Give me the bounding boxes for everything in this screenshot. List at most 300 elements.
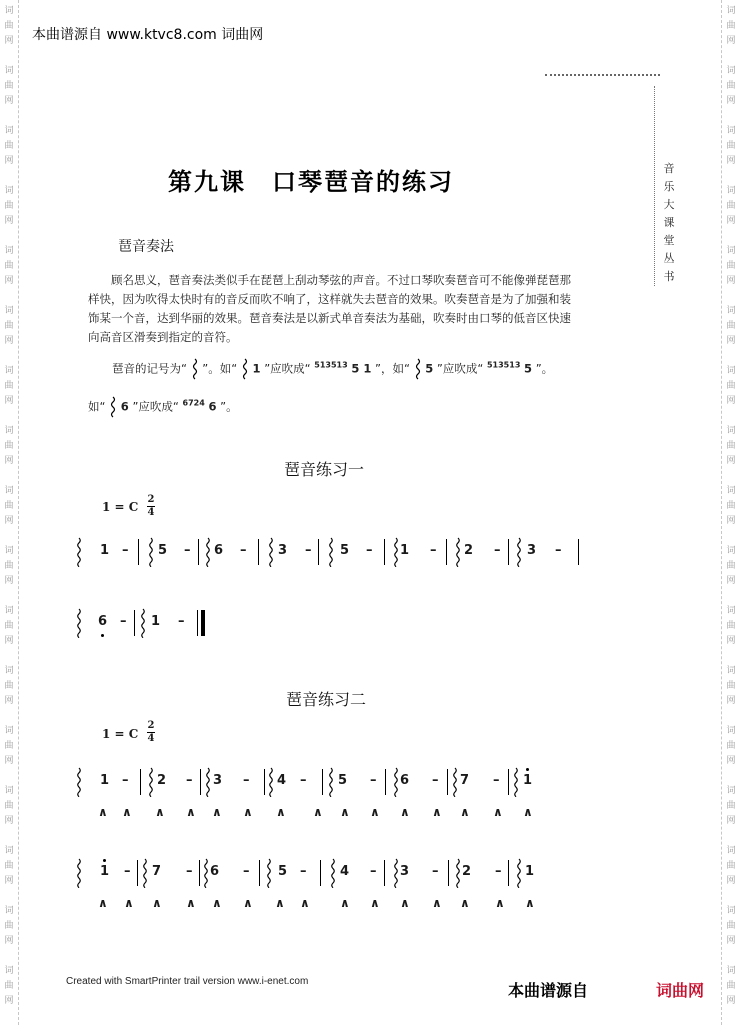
dash-extension: – — [178, 614, 185, 629]
notation-text: ”，如“ — [375, 361, 410, 376]
watermark-char: 网 — [726, 636, 736, 646]
series-char: 乐 — [663, 180, 675, 193]
arpeggio-sign-icon — [76, 537, 82, 567]
watermark-char: 词 — [726, 306, 736, 316]
barline — [198, 539, 199, 565]
accent-mark: ∧ — [432, 805, 442, 819]
accent-mark: ∧ — [400, 896, 410, 910]
barline — [200, 769, 201, 795]
arpeggio-sign-icon — [205, 767, 211, 797]
dash-extension: – — [430, 543, 437, 558]
accent-mark: ∧ — [340, 896, 350, 910]
example-note: 5 — [425, 361, 434, 376]
watermark-group — [4, 964, 13, 1009]
low-octave-dot — [101, 634, 104, 637]
exercise-1-time-signature — [147, 494, 155, 519]
arpeggio-sign-icon — [203, 858, 209, 888]
dash-extension: – — [240, 543, 247, 558]
high-octave-dot — [526, 768, 529, 771]
watermark-char: 曲 — [726, 861, 736, 871]
watermark-char: 词 — [726, 486, 736, 496]
watermark-char: 词 — [726, 426, 736, 436]
watermark-char: 曲 — [4, 681, 14, 691]
watermark-group — [4, 904, 13, 949]
watermark-group — [4, 244, 13, 289]
jianpu-note: 5 — [278, 864, 288, 879]
arpeggio-sign-icon — [148, 537, 154, 567]
arpeggio-sign-icon — [76, 767, 82, 797]
dash-extension: – — [184, 543, 191, 558]
watermark-char: 词 — [726, 666, 736, 676]
watermark-group — [726, 724, 735, 769]
watermark-group — [726, 124, 735, 169]
watermark-group — [4, 304, 13, 349]
dash-extension: – — [494, 543, 501, 558]
arpeggio-sign-icon — [328, 767, 334, 797]
series-divider — [654, 86, 655, 286]
footer-brand-site: 词曲网 — [656, 981, 705, 1000]
arpeggio-sign-icon — [455, 537, 461, 567]
watermark-char: 词 — [726, 6, 736, 16]
series-char: 音 — [663, 162, 675, 175]
watermark-char: 词 — [4, 126, 14, 136]
watermark-char: 曲 — [726, 501, 736, 511]
barline — [384, 539, 385, 565]
accent-mark: ∧ — [313, 805, 323, 819]
exercise-2-time-signature — [147, 720, 155, 745]
watermark-char: 词 — [4, 606, 14, 616]
watermark-group — [726, 304, 735, 349]
notation-text: ”。 — [535, 361, 554, 376]
watermark-char: 网 — [4, 696, 14, 706]
arpeggio-sign-icon — [142, 858, 148, 888]
barline — [137, 860, 138, 886]
watermark-group — [4, 364, 13, 409]
jianpu-note: 5 — [158, 543, 168, 558]
footer-created-note: Created with SmartPrinter trail version www.i-enet.com — [66, 976, 309, 987]
jianpu-note: 5 — [340, 543, 350, 558]
accent-mark: ∧ — [493, 805, 503, 819]
watermark-group — [726, 184, 735, 229]
watermark-char: 词 — [4, 846, 14, 856]
barline — [322, 769, 323, 795]
jianpu-note: 1 — [523, 773, 533, 788]
exercise-2-key: 1 = C — [102, 727, 139, 741]
accent-mark: ∧ — [523, 805, 533, 819]
accent-mark: ∧ — [460, 805, 470, 819]
example-main-note: 5 — [524, 361, 533, 376]
watermark-char: 网 — [726, 996, 736, 1006]
arpeggio-sign-icon — [191, 358, 199, 380]
accent-mark: ∧ — [432, 896, 442, 910]
watermark-char: 网 — [726, 696, 736, 706]
watermark-group — [726, 484, 735, 529]
arpeggio-sign-icon — [455, 858, 461, 888]
watermark-group — [4, 424, 13, 469]
jianpu-note: 3 — [213, 773, 223, 788]
watermark-char: 网 — [726, 216, 736, 226]
arpeggio-sign-icon — [268, 767, 274, 797]
section-heading: 琶音奏法 — [118, 239, 174, 255]
notation-line-1 — [112, 358, 553, 380]
dash-extension: – — [366, 543, 373, 558]
watermark-char: 词 — [4, 6, 14, 16]
watermark-char: 网 — [726, 96, 736, 106]
watermark-char: 曲 — [4, 441, 14, 451]
accent-mark: ∧ — [495, 896, 505, 910]
barline — [197, 610, 198, 636]
jianpu-note: 3 — [278, 543, 288, 558]
watermark-char: 曲 — [726, 141, 736, 151]
accent-mark: ∧ — [370, 805, 380, 819]
accent-mark: ∧ — [124, 896, 134, 910]
arpeggio-sign-icon — [140, 608, 146, 638]
accent-mark: ∧ — [98, 805, 108, 819]
watermark-char: 网 — [726, 936, 736, 946]
watermark-char: 词 — [4, 786, 14, 796]
watermark-char: 曲 — [726, 21, 736, 31]
watermark-char: 词 — [4, 966, 14, 976]
watermark-char: 曲 — [726, 321, 736, 331]
barline — [508, 769, 509, 795]
watermark-group — [726, 904, 735, 949]
jianpu-note: 3 — [527, 543, 537, 558]
notation-line-2 — [88, 396, 238, 418]
watermark-group — [726, 844, 735, 889]
accent-mark: ∧ — [400, 805, 410, 819]
watermark-char: 词 — [4, 246, 14, 256]
accent-mark: ∧ — [212, 805, 222, 819]
watermark-char: 曲 — [4, 201, 14, 211]
watermark-char: 曲 — [4, 81, 14, 91]
dash-extension: – — [555, 543, 562, 558]
grace-notes: 513513 — [314, 360, 348, 370]
arpeggio-sign-icon — [76, 608, 82, 638]
time-bottom: 4 — [147, 507, 155, 518]
watermark-group — [4, 724, 13, 769]
watermark-char: 曲 — [4, 801, 14, 811]
watermark-char: 曲 — [4, 21, 14, 31]
dash-extension: – — [243, 773, 250, 788]
dash-extension: – — [124, 864, 131, 879]
arpeggio-sign-icon — [330, 858, 336, 888]
watermark-char: 词 — [4, 186, 14, 196]
arpeggio-sign-icon — [414, 358, 422, 380]
barline — [264, 769, 265, 795]
watermark-char: 网 — [726, 876, 736, 886]
jianpu-note: 5 — [338, 773, 348, 788]
watermark-group — [726, 784, 735, 829]
jianpu-note: 2 — [464, 543, 474, 558]
barline — [318, 539, 319, 565]
watermark-char: 词 — [726, 786, 736, 796]
watermark-char: 曲 — [726, 681, 736, 691]
barline — [508, 860, 509, 886]
accent-mark: ∧ — [186, 896, 196, 910]
dash-extension: – — [186, 773, 193, 788]
exercise-2-title: 琶音练习二 — [286, 690, 367, 709]
arpeggio-sign-icon — [393, 767, 399, 797]
watermark-char: 词 — [726, 66, 736, 76]
watermark-char: 网 — [726, 576, 736, 586]
watermark-char: 曲 — [726, 261, 736, 271]
watermark-group — [4, 124, 13, 169]
watermark-group — [4, 604, 13, 649]
watermark-char: 曲 — [726, 921, 736, 931]
watermark-char: 词 — [726, 366, 736, 376]
watermark-char: 曲 — [726, 201, 736, 211]
watermark-char: 网 — [4, 576, 14, 586]
watermark-char: 网 — [4, 936, 14, 946]
barline — [199, 860, 200, 886]
watermark-char: 网 — [4, 456, 14, 466]
watermark-char: 网 — [4, 156, 14, 166]
right-watermark-strip — [721, 0, 740, 1025]
accent-mark: ∧ — [370, 896, 380, 910]
watermark-char: 网 — [4, 636, 14, 646]
watermark-char: 词 — [4, 726, 14, 736]
jianpu-note: 7 — [152, 864, 162, 879]
jianpu-note: 6 — [210, 864, 220, 879]
jianpu-note: 6 — [214, 543, 224, 558]
watermark-char: 词 — [726, 846, 736, 856]
watermark-char: 曲 — [4, 741, 14, 751]
watermark-char: 网 — [726, 336, 736, 346]
watermark-char: 曲 — [726, 981, 736, 991]
watermark-char: 词 — [4, 366, 14, 376]
accent-mark: ∧ — [155, 805, 165, 819]
jianpu-note: 1 — [100, 864, 110, 879]
dash-extension: – — [493, 773, 500, 788]
jianpu-note: 6 — [400, 773, 410, 788]
watermark-group — [4, 844, 13, 889]
accent-mark: ∧ — [276, 805, 286, 819]
dash-extension: – — [495, 864, 502, 879]
arpeggio-sign-icon — [516, 537, 522, 567]
watermark-char: 曲 — [726, 381, 736, 391]
decorative-dash-line — [545, 74, 660, 76]
watermark-char: 曲 — [726, 441, 736, 451]
final-barline — [201, 610, 205, 636]
barline — [578, 539, 579, 565]
accent-mark: ∧ — [243, 896, 253, 910]
barline — [138, 539, 139, 565]
arpeggio-sign-icon — [393, 537, 399, 567]
watermark-char: 网 — [4, 996, 14, 1006]
arpeggio-sign-icon — [268, 537, 274, 567]
dash-extension: – — [300, 773, 307, 788]
watermark-group — [726, 4, 735, 49]
watermark-char: 词 — [4, 66, 14, 76]
watermark-char: 曲 — [726, 621, 736, 631]
watermark-group — [726, 664, 735, 709]
series-char: 堂 — [663, 234, 675, 247]
watermark-char: 网 — [4, 216, 14, 226]
watermark-char: 曲 — [4, 981, 14, 991]
watermark-char: 曲 — [726, 741, 736, 751]
watermark-group — [726, 244, 735, 289]
notation-text: 如“ — [88, 399, 106, 414]
arpeggio-sign-icon — [452, 767, 458, 797]
jianpu-note: 4 — [340, 864, 350, 879]
watermark-char: 曲 — [4, 321, 14, 331]
watermark-char: 网 — [4, 816, 14, 826]
jianpu-note: 3 — [400, 864, 410, 879]
notation-text: ”应吹成“ — [264, 361, 311, 376]
barline — [258, 539, 259, 565]
example-main-note: 5 1 — [351, 361, 372, 376]
watermark-char: 网 — [726, 36, 736, 46]
watermark-group — [726, 964, 735, 1009]
jianpu-note: 1 — [400, 543, 410, 558]
notation-text: ”。 — [220, 399, 238, 414]
watermark-char: 词 — [726, 606, 736, 616]
watermark-char: 词 — [726, 726, 736, 736]
watermark-char: 曲 — [726, 561, 736, 571]
series-char: 书 — [663, 270, 675, 283]
barline — [134, 610, 135, 636]
watermark-char: 网 — [4, 36, 14, 46]
accent-mark: ∧ — [275, 896, 285, 910]
watermark-char: 词 — [4, 546, 14, 556]
arpeggio-sign-icon — [266, 858, 272, 888]
watermark-char: 网 — [4, 276, 14, 286]
notation-text: ”应吹成“ — [132, 399, 179, 414]
arpeggio-sign-icon — [241, 358, 249, 380]
lesson-title: 第九课 口琴琶音的练习 — [168, 168, 454, 196]
series-name-vertical — [662, 160, 676, 286]
arpeggio-sign-icon — [205, 537, 211, 567]
watermark-char: 曲 — [4, 621, 14, 631]
arpeggio-sign-icon — [513, 767, 519, 797]
intro-paragraph: 顾名思义，琶音奏法类似手在琵琶上刮动琴弦的声音。不过口琴吹奏琶音可不能像弹琵琶那样快，因为吹得太快时有的音反而吹不响了，这样就失去琶音的效果。吹奏琶音是为了加强和装饰某一个音，达到华丽的效果。琶音奏法是以新式单音奏法为基础，吹奏时由口琴的低音区快速向高音区滑奏到指定的音符。 — [88, 273, 571, 344]
watermark-char: 词 — [4, 906, 14, 916]
watermark-char: 词 — [726, 546, 736, 556]
watermark-char: 网 — [4, 96, 14, 106]
time-bottom: 4 — [147, 733, 155, 744]
watermark-group — [726, 544, 735, 589]
watermark-char: 网 — [4, 516, 14, 526]
jianpu-note: 7 — [460, 773, 470, 788]
barline — [320, 860, 321, 886]
watermark-group — [4, 484, 13, 529]
watermark-char: 词 — [726, 246, 736, 256]
accent-mark: ∧ — [98, 896, 108, 910]
time-top: 2 — [147, 494, 155, 505]
watermark-char: 网 — [726, 396, 736, 406]
barline — [140, 769, 141, 795]
series-char: 大 — [663, 198, 675, 211]
watermark-group — [4, 544, 13, 589]
left-watermark-strip — [0, 0, 19, 1025]
watermark-char: 词 — [4, 486, 14, 496]
watermark-char: 网 — [4, 396, 14, 406]
jianpu-note: 1 — [100, 773, 110, 788]
dash-extension: – — [370, 773, 377, 788]
barline — [385, 769, 386, 795]
accent-mark: ∧ — [212, 896, 222, 910]
watermark-char: 网 — [726, 756, 736, 766]
example-note: 6 — [120, 399, 129, 414]
watermark-group — [4, 784, 13, 829]
watermark-char: 网 — [726, 276, 736, 286]
dash-extension: – — [300, 864, 307, 879]
watermark-group — [4, 664, 13, 709]
high-octave-dot — [103, 859, 106, 862]
jianpu-note: 6 — [98, 614, 108, 629]
arpeggio-sign-icon — [109, 396, 117, 418]
accent-mark: ∧ — [460, 896, 470, 910]
watermark-group — [726, 364, 735, 409]
watermark-char: 词 — [4, 666, 14, 676]
jianpu-note: 1 — [151, 614, 161, 629]
dash-extension: – — [432, 773, 439, 788]
watermark-group — [4, 4, 13, 49]
dash-extension: – — [305, 543, 312, 558]
watermark-group — [726, 424, 735, 469]
watermark-char: 词 — [4, 306, 14, 316]
dash-extension: – — [120, 614, 127, 629]
grace-notes: 513513 — [486, 360, 521, 370]
accent-mark: ∧ — [186, 805, 196, 819]
jianpu-note: 2 — [157, 773, 167, 788]
jianpu-note: 1 — [100, 543, 110, 558]
accent-mark: ∧ — [525, 896, 535, 910]
dash-extension: – — [122, 543, 129, 558]
jianpu-note: 4 — [277, 773, 287, 788]
watermark-char: 曲 — [4, 381, 14, 391]
watermark-char: 词 — [726, 126, 736, 136]
watermark-char: 曲 — [4, 501, 14, 511]
barline — [384, 860, 385, 886]
watermark-char: 词 — [726, 966, 736, 976]
jianpu-note: 2 — [462, 864, 472, 879]
arpeggio-sign-icon — [393, 858, 399, 888]
footer-brand-source: 本曲谱源自 — [508, 981, 589, 1000]
exercise-1-key: 1 = C — [102, 500, 139, 514]
arpeggio-sign-icon — [76, 858, 82, 888]
watermark-group — [726, 64, 735, 109]
arpeggio-sign-icon — [148, 767, 154, 797]
watermark-char: 网 — [4, 336, 14, 346]
watermark-char: 曲 — [726, 801, 736, 811]
watermark-char: 曲 — [4, 861, 14, 871]
watermark-char: 曲 — [4, 141, 14, 151]
source-header: 本曲谱源自 www.ktvc8.com 词曲网 — [32, 27, 264, 43]
exercise-1-title: 琶音练习一 — [284, 460, 365, 479]
barline — [446, 539, 447, 565]
watermark-char: 网 — [4, 876, 14, 886]
watermark-char: 词 — [4, 426, 14, 436]
watermark-char: 曲 — [4, 921, 14, 931]
example-note: 1 — [252, 361, 261, 376]
watermark-char: 曲 — [4, 561, 14, 571]
series-char: 课 — [663, 216, 675, 229]
grace-notes: 6724 — [182, 398, 205, 408]
series-char: 丛 — [663, 252, 675, 265]
watermark-char: 词 — [726, 906, 736, 916]
example-main-note: 6 — [208, 399, 217, 414]
notation-text: 琶音的记号为“ — [112, 361, 187, 376]
accent-mark: ∧ — [300, 896, 310, 910]
notation-text: ”应吹成“ — [436, 361, 484, 376]
barline — [448, 860, 449, 886]
watermark-char: 网 — [4, 756, 14, 766]
arpeggio-sign-icon — [328, 537, 334, 567]
watermark-char: 网 — [726, 456, 736, 466]
barline — [259, 860, 260, 886]
dash-extension: – — [370, 864, 377, 879]
